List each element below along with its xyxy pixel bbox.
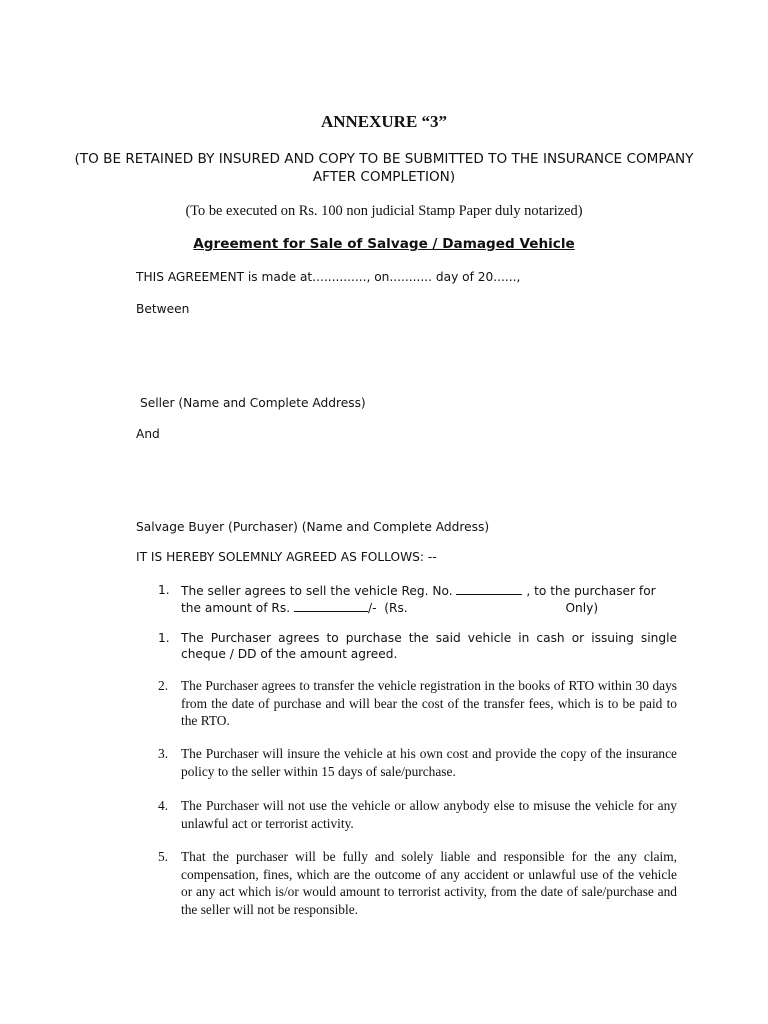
clause-item (136, 848, 677, 918)
clause-item (136, 630, 677, 662)
clause-text: The Purchaser will not use the vehicle or allow anybody else to misuse the vehicle for any unlawful act or terrorist activity. (181, 798, 677, 831)
amount-blank (294, 599, 368, 612)
agreement-made-line: THIS AGREEMENT is made at.............., on........... day of 20......, (136, 270, 521, 284)
clause-text-part: , to the purchaser for the amount of Rs. (181, 584, 656, 615)
clause-number: 2. (158, 678, 169, 693)
buyer-label: Salvage Buyer (Purchaser) (Name and Complete Address) (136, 520, 490, 534)
agreement-title: Agreement for Sale of Salvage / Damaged Vehicle (193, 236, 575, 252)
clause-text-part: The seller agrees to sell the vehicle Reg. No. (181, 584, 453, 598)
clause-text: The Purchaser agrees to transfer the vehicle registration in the books of RTO within 30 days from the date of purchase and will bear the cost of the transfer fees, which is to be paid to the RTO. (181, 678, 677, 729)
clause-number: 1. (158, 631, 170, 645)
retention-note: (TO BE RETAINED BY INSURED AND COPY TO BE SUBMITTED TO THE INSURANCE COMPANY AFTER COMPLETION) (74, 151, 694, 185)
clause-number: 1. (158, 583, 170, 597)
clause-text: The Purchaser will insure the vehicle at his own cost and provide the copy of the insurance policy to the seller within 15 days of sale/purchase. (181, 746, 677, 779)
between-label: Between (136, 302, 190, 316)
clause-item (136, 797, 677, 832)
clause-text: The Purchaser agrees to purchase the said vehicle in cash or issuing single cheque / DD of the amount agreed. (181, 631, 677, 661)
clause-text-part: /- (367, 601, 377, 615)
and-label: And (136, 427, 160, 441)
clause-item (136, 582, 677, 616)
agreed-follows-heading: IT IS HEREBY SOLEMNLY AGREED AS FOLLOWS: -- (136, 550, 437, 564)
clause-number: 4. (158, 798, 169, 813)
clause-number: 5. (158, 849, 169, 864)
annexure-title: ANNEXURE “3” (320, 112, 448, 131)
clause-text-part: Only) (565, 601, 599, 615)
seller-label: Seller (Name and Complete Address) (140, 396, 366, 410)
clause-text-part: (Rs. (384, 601, 408, 615)
clause-text (181, 582, 677, 616)
clause-number: 3. (158, 746, 169, 761)
reg-no-blank (456, 582, 522, 595)
clause-text: That the purchaser will be fully and solely liable and responsible for the any claim, compensation, fines, which are the outcome of any accident or unlawful use of the vehicle or any act which is/or would amount to terrorist activity, from the date of sale/purchase and the seller will not be responsible. (181, 849, 677, 917)
clause-item (136, 677, 677, 730)
clause-item (136, 745, 677, 780)
stamp-paper-note: (To be executed on Rs. 100 non judicial Stamp Paper duly notarized) (185, 203, 583, 219)
